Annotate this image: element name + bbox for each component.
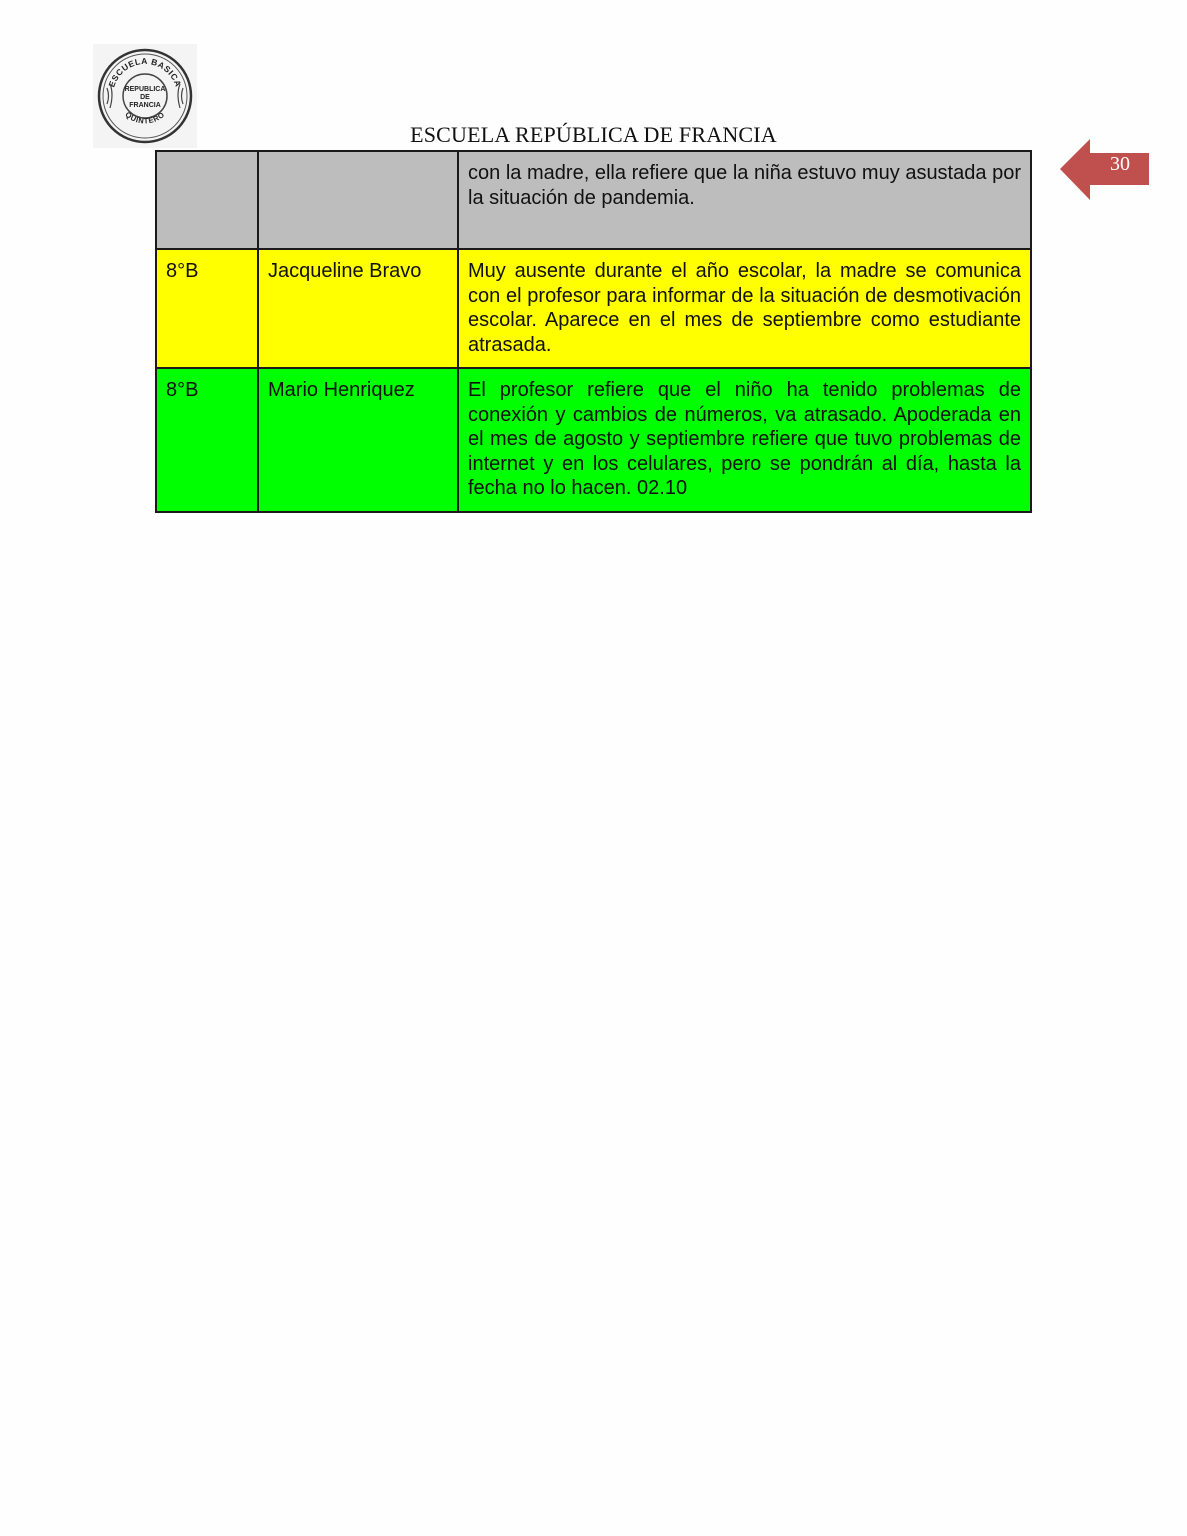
page-number-badge [1060, 139, 1150, 201]
student-name-cell: Mario Henriquez [258, 368, 458, 512]
observation-cell: Muy ausente durante el año escolar, la madre se comunica con el profesor para informar de la situación de desmotivación escolar. Aparece en el mes de septiembre como estudiante atrasada. [458, 249, 1031, 368]
student-name-cell [258, 151, 458, 249]
course-cell: 8°B [156, 368, 258, 512]
observation-cell: El profesor refiere que el niño ha tenido problemas de conexión y cambios de números, va atrasado. Apoderada en el mes de agosto y septiembre refiere que tuvo problemas de internet y en los celulares, pero se pondrán al día, hasta la fecha no lo hacen. 02.10 [458, 368, 1031, 512]
table-row [156, 368, 1031, 512]
course-cell: 8°B [156, 249, 258, 368]
svg-text:FRANCIA: FRANCIA [129, 102, 161, 109]
table-row [156, 151, 1031, 249]
student-report-table [155, 150, 1032, 513]
table-row [156, 249, 1031, 368]
svg-text:ESCUELA BASICA: ESCUELA BASICA [106, 55, 184, 89]
svg-text:QUINTERO: QUINTERO [123, 109, 167, 126]
course-cell [156, 151, 258, 249]
page-header-title: ESCUELA REPÚBLICA DE FRANCIA [410, 122, 777, 147]
observation-cell: con la madre, ella refiere que la niña estuvo muy asustada por la situación de pandemia. [458, 151, 1031, 249]
svg-text:REPUBLICA: REPUBLICA [124, 86, 166, 93]
student-name-cell: Jacqueline Bravo [258, 249, 458, 368]
svg-text:DE: DE [140, 94, 150, 101]
page-number: 30 [1110, 153, 1130, 175]
